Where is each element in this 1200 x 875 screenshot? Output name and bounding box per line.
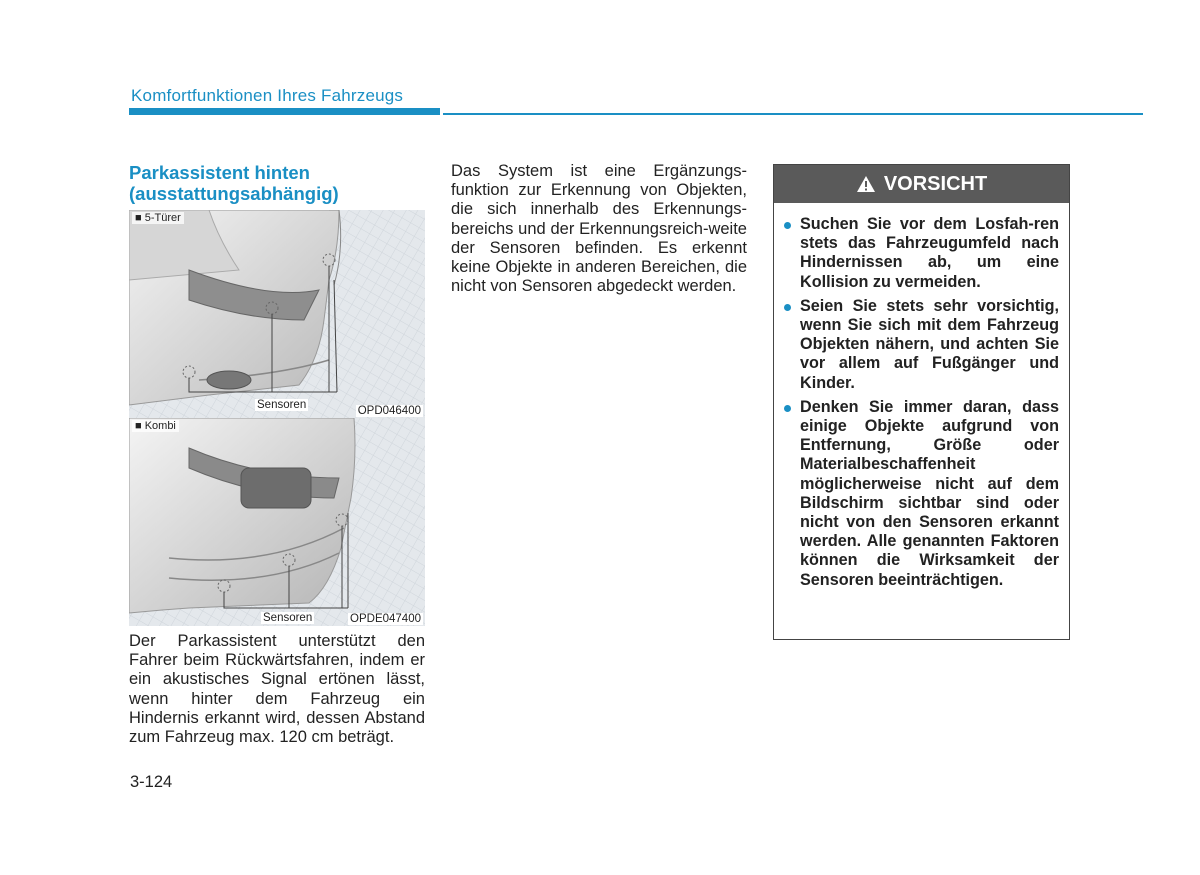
figure-code: OPD046400: [357, 405, 421, 417]
caution-item-text: Seien Sie stets sehr vorsichtig, wenn Sie sich mit dem Fahrzeug Objekten nähern, und achten Sie vor allem auf Fußgänger und Kinder.: [800, 296, 1059, 392]
middle-paragraph: Das System ist eine Ergänzungs-funktion zur Erkennung von Objekten, die sich innerhalb des Erkennungs-bereichs und der Erkennungsreich-weite der Sensoren befinden. Es erkennt keine Objekte in anderen Bereichen, die nicht von Sensoren abgedeckt werden.: [451, 162, 747, 296]
caution-item-text: Suchen Sie vor dem Losfah-ren stets das Fahrzeugumfeld nach Hindernissen ab, um eine Kollision zu vermeiden.: [800, 215, 1059, 291]
figure-kombi: [129, 418, 425, 626]
bullet-icon: [784, 304, 791, 311]
caution-item-text: Denken Sie immer daran, dass einige Objekte aufgrund von Entfernung, Größe oder Materialbeschaffenheit möglicherweise nicht auf dem Bildschirm sichtbar sind oder nicht von den Sensoren erkannt werden. Alle genannten Faktoren können die Wirksamkeit der Sensoren beeinträchtigen.: [800, 397, 1059, 589]
caution-item: [784, 398, 1059, 590]
caution-title: VORSICHT: [883, 172, 988, 195]
car-rear-illustration-kombi: [129, 418, 425, 626]
section-heading: [129, 162, 429, 204]
figure-label: ■ Kombi: [132, 420, 179, 432]
sensor-label: Sensoren: [263, 612, 313, 624]
caution-header: [774, 165, 1069, 203]
header-bar: [129, 108, 440, 115]
caution-item: [784, 215, 1059, 292]
header-title: Komfortfunktionen Ihres Fahrzeugs: [131, 86, 404, 105]
caution-box: [773, 164, 1070, 640]
bullet-icon: [784, 405, 791, 412]
caution-item: [784, 297, 1059, 393]
figure-5-door: [129, 210, 425, 418]
page-number: 3-124: [130, 773, 173, 791]
sensor-label: Sensoren: [257, 399, 307, 411]
figure-code: OPDE047400: [350, 613, 421, 625]
left-paragraph: Der Parkassistent unterstützt den Fahrer beim Rückwärtsfahren, indem er ein akustisches Signal ertönen lässt, wenn hinter dem Fahrzeug ein Hindernis erkannt wird, dessen Abstand zum Fahrzeug max. 120 cm beträgt.: [129, 632, 425, 747]
header-rule: [443, 113, 1143, 115]
caution-list: [774, 203, 1069, 590]
figure-label: ■ 5-Türer: [132, 212, 184, 224]
section-heading-line2: (ausstattungsabhängig): [129, 183, 339, 204]
bullet-icon: [784, 222, 791, 229]
car-rear-illustration-5-door: [129, 210, 425, 418]
section-heading-line1: Parkassistent hinten: [129, 162, 310, 183]
warning-triangle-icon: [856, 175, 876, 193]
